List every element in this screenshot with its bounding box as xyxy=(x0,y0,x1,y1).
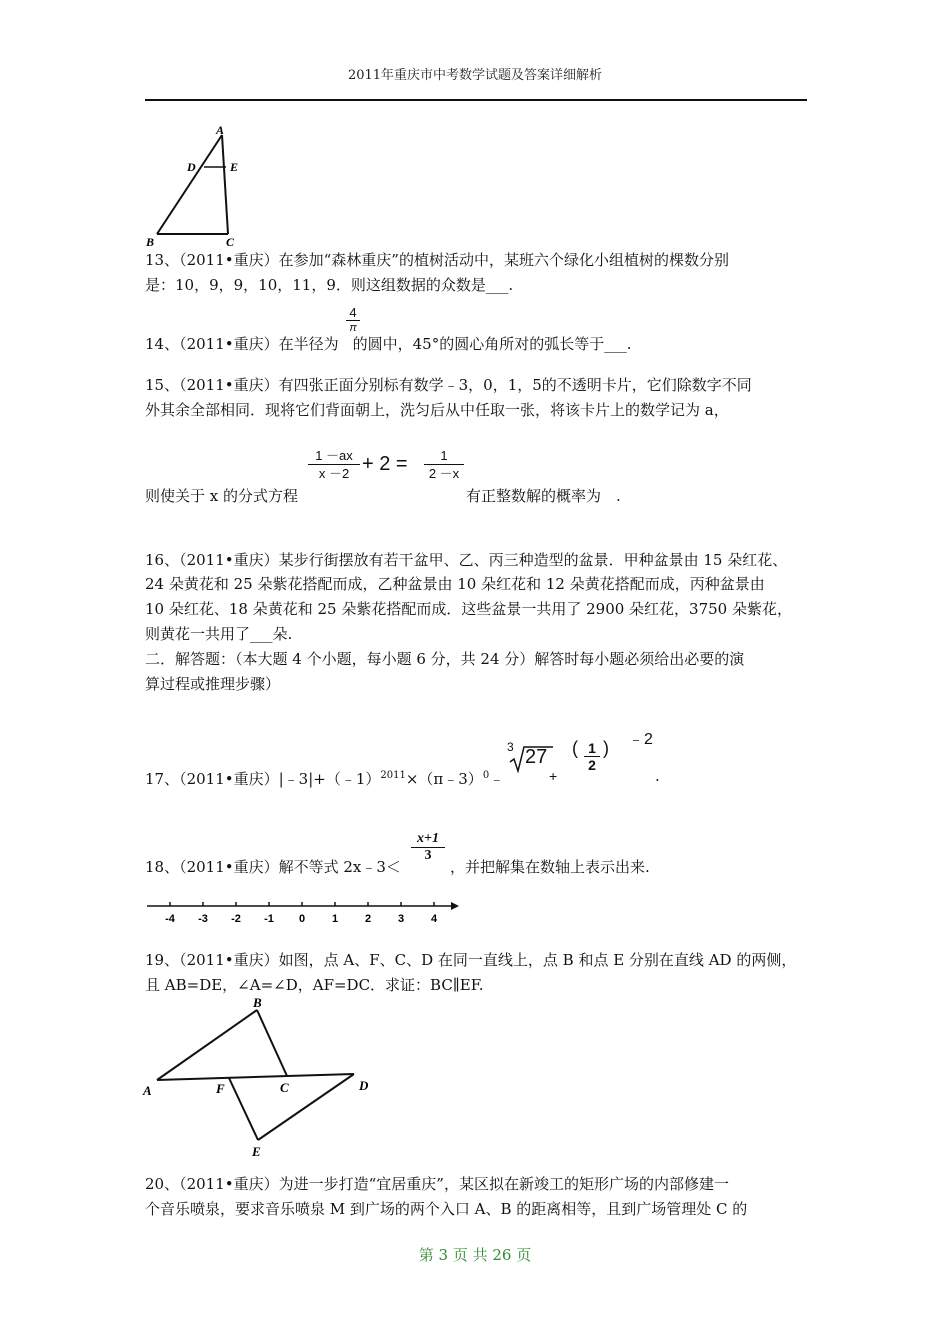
q18-line-suffix: ，并把解集在数轴上表示出来. xyxy=(450,858,650,876)
number-line-arrow xyxy=(451,902,459,910)
number-line-label: -1 xyxy=(264,913,274,925)
q17-paren-right: ) xyxy=(603,738,609,758)
fig1-label-b: B xyxy=(146,235,155,249)
number-line-label: 0 xyxy=(298,913,306,925)
figure-triangle-abc xyxy=(140,122,250,250)
q17-half xyxy=(584,740,600,773)
q19-line1: 19、（2011•重庆）如图，点 A、F、C、D 在同一直线上，点 B 和点 E 分别在直线 AD 的两侧， xyxy=(145,951,797,969)
q15-eq-mid: + 2 = xyxy=(362,453,408,475)
q14-suffix: 的圆中，45°的圆心角所对的弧长等于___. xyxy=(352,335,632,353)
q17-plus: + xyxy=(549,768,558,784)
q20-line2: 个音乐喷泉，要求音乐喷泉 M 到广场的两个入口 A、B 的距离相等，且到广场管理处 C 的 xyxy=(145,1200,748,1218)
fig1-line-ac xyxy=(222,135,228,234)
number-line-label: 2 xyxy=(364,913,372,925)
q20-line1: 20、（2011•重庆）为进一步打造“宜居重庆”，某区拟在新竣工的矩形广场的内部修建一 xyxy=(145,1175,729,1193)
section2-line2: 算过程或推理步骤） xyxy=(145,675,281,693)
header-rule xyxy=(145,99,807,101)
page-footer: 第 3 页 共 26 页 xyxy=(418,1246,532,1264)
q17-paren-left: ( xyxy=(572,738,578,758)
number-line-label: -4 xyxy=(165,913,175,925)
fig2-label-c: C xyxy=(280,1080,289,1095)
fig2-line-de xyxy=(258,1074,354,1140)
q17-exp2: 0 xyxy=(482,770,490,781)
q15-eq-num2: 1 xyxy=(440,448,448,463)
q14-line xyxy=(145,333,631,355)
q16-line2: 24 朵黄花和 25 朵紫花搭配而成，乙种盆景由 10 朵红花和 12 朵黄花搭配而成，丙种盆景由 xyxy=(145,575,765,593)
q15-line1: 15、（2011•重庆）有四张正面分别标有数学﹣3，0，1，5的不透明卡片，它们除数字不同 xyxy=(145,376,752,394)
number-line-label: -3 xyxy=(198,913,208,925)
q15-line2: 外其余全部相同．现将它们背面朝上，洗匀后从中任取一张，将该卡片上的数学记为 a， xyxy=(145,401,729,419)
number-line-label: 1 xyxy=(331,913,339,925)
number-line xyxy=(145,896,465,928)
fig2-label-d: D xyxy=(359,1078,369,1093)
fig2-line-ab xyxy=(157,1010,257,1080)
q15-eq-frac2 xyxy=(424,447,464,482)
section2-line1: 二．解答题：（本大题 4 个小题，每小题 6 分，共 24 分）解答时每小题必须给出必要的演 xyxy=(145,650,745,668)
q17-half-den: 2 xyxy=(584,756,600,773)
fig2-label-f: F xyxy=(216,1081,225,1096)
q14-prefix: 14、（2011•重庆）在半径为 xyxy=(145,335,339,353)
fig2-line-bc xyxy=(257,1010,287,1076)
number-line-label: -2 xyxy=(231,913,241,925)
fig1-line-ab xyxy=(157,135,222,234)
fig1-label-e: E xyxy=(230,160,239,174)
fig2-line-ad xyxy=(157,1074,354,1080)
q15-eq-frac1 xyxy=(308,447,360,482)
fig2-line-ef xyxy=(229,1078,258,1140)
q15-eq-den1: x －2 xyxy=(308,464,360,482)
q13-line1: 13、（2011•重庆）在参加“森林重庆”的植树活动中，某班六个绿化小组植树的棵数分别 xyxy=(145,251,729,269)
q16-line1: 16、（2011•重庆）某步行街摆放有若干盆甲、乙、丙三种造型的盆景．甲种盆景由 15 朵红花、 xyxy=(145,551,788,569)
q17-exp1: 2011 xyxy=(380,770,406,781)
q17-root-radicand: 27 xyxy=(525,746,548,768)
q15-line3-suffix: 有正整数解的概率为 . xyxy=(466,487,621,505)
q16-line3: 10 朵红花、18 朵黄花和 25 朵紫花搭配而成．这些盆景一共用了 2900 朵红花，3750 朵紫花， xyxy=(145,600,792,618)
fig1-label-c: C xyxy=(226,235,235,249)
number-line-label: 4 xyxy=(430,913,438,925)
q17-root-index: 3 xyxy=(507,740,514,754)
q15-line3-prefix: 则使关于 x 的分式方程 xyxy=(145,487,298,505)
q17-end: . xyxy=(655,767,660,785)
q17-tail: ﹣ xyxy=(489,770,505,788)
q17-power: ﹣2 xyxy=(628,731,653,748)
q18-fraction xyxy=(411,831,445,864)
q17-mid: ×（π﹣3） xyxy=(405,770,483,788)
fig2-label-a: A xyxy=(143,1083,152,1098)
q19-line2: 且 AB=DE，∠A=∠D，AF=DC．求证：BC∥EF. xyxy=(145,976,484,994)
q17-prefix: 17、（2011•重庆）|﹣3|+（﹣1） xyxy=(145,770,381,788)
q15-eq-den2: 2 －x xyxy=(424,464,464,482)
q14-fraction xyxy=(346,306,360,335)
q18-line-prefix: 18、（2011•重庆）解不等式 2x﹣3＜ xyxy=(145,858,401,876)
fig2-label-b: B xyxy=(253,995,262,1010)
fig1-label-d: D xyxy=(187,160,196,174)
q18-frac-den: 3 xyxy=(411,847,445,864)
page-header: 2011年重庆市中考数学试题及答案详细解析 xyxy=(347,68,603,83)
q15-eq-num1: 1 －ax xyxy=(315,448,353,463)
q18-frac-num: x+1 xyxy=(417,831,439,846)
fig1-label-a: A xyxy=(216,123,225,137)
q17-half-num: 1 xyxy=(588,740,596,756)
number-line-label: 3 xyxy=(397,913,405,925)
q13-line2: 是：10，9，9，10，11，9．则这组数据的众数是___. xyxy=(145,276,514,294)
figure-triangles-abc-def xyxy=(140,994,380,1164)
q14-frac-num: 4 xyxy=(349,305,357,320)
q17-line xyxy=(145,765,504,790)
q16-line4: 则黄花一共用了___朵. xyxy=(145,625,293,643)
fig2-label-e: E xyxy=(252,1144,261,1159)
q14-frac-den: π xyxy=(346,320,360,335)
